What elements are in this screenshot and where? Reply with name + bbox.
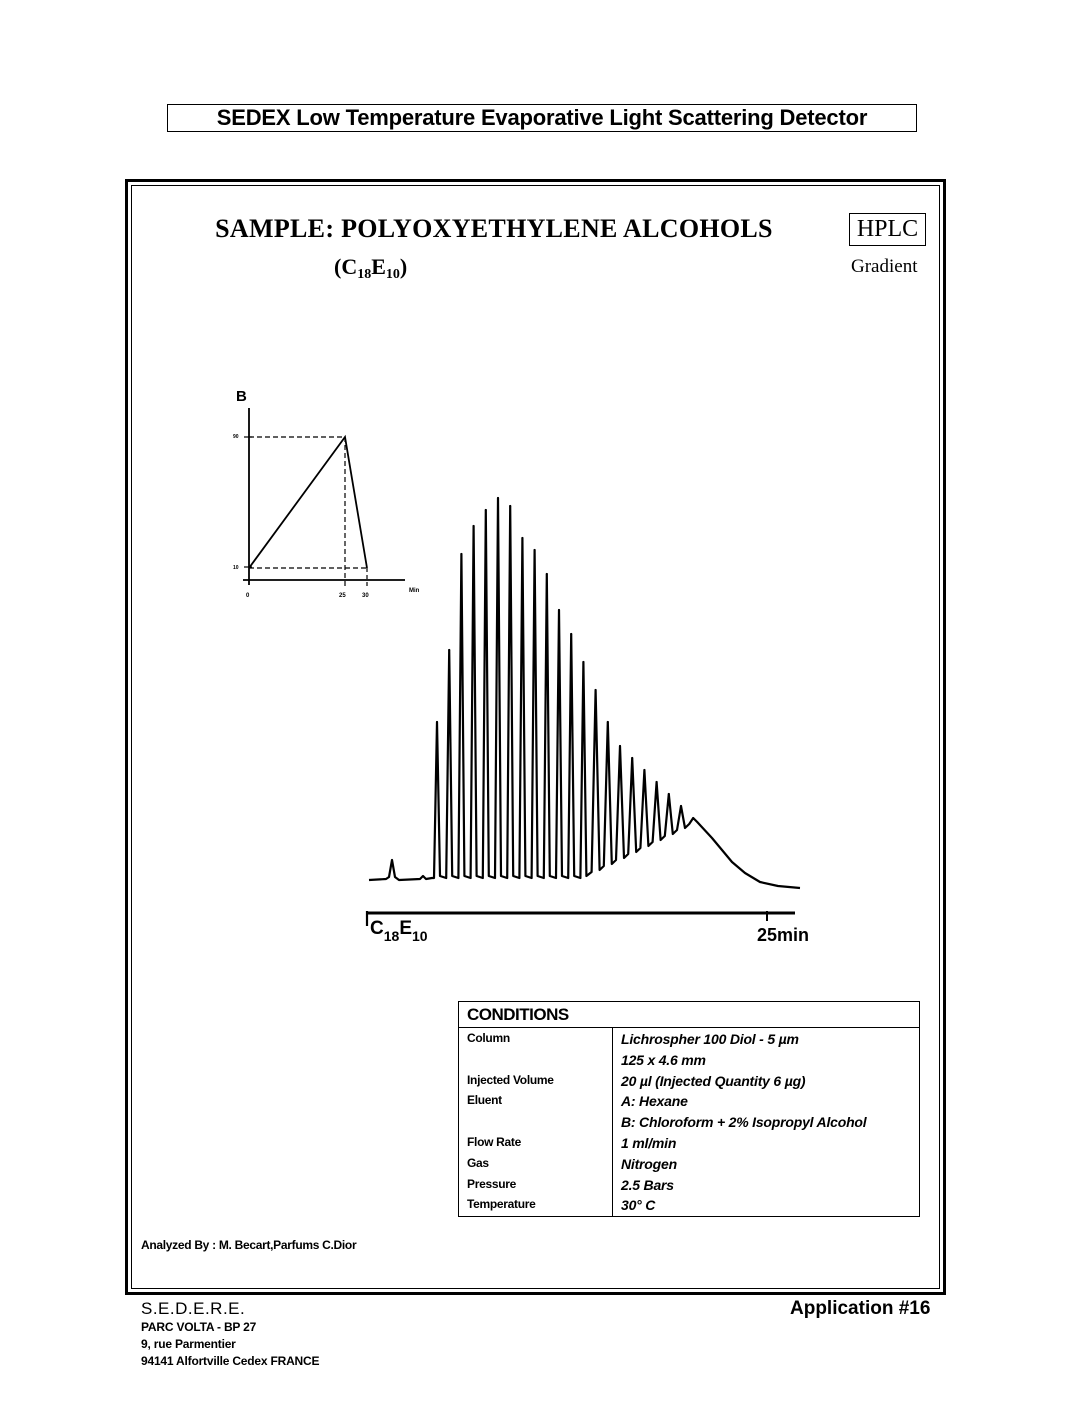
formula-open: (C <box>334 254 358 279</box>
time-axis-start-label <box>370 918 428 944</box>
cond-value-eluent-b: B: Chloroform + 2% Isopropyl Alcohol <box>621 1114 867 1130</box>
cond-value-pressure: 2.5 Bars <box>621 1177 674 1193</box>
inset-y-tick-90: 90 <box>233 434 239 440</box>
gradient-label: Gradient <box>851 256 918 277</box>
time-axis-end-label: 25min <box>757 925 810 945</box>
conditions-heading: CONDITIONS <box>459 1002 919 1028</box>
chromatogram-peak-15 <box>607 721 609 723</box>
chromatogram-peak-22 <box>692 817 694 819</box>
cond-value-column: Lichrospher 100 Diol - 5 µm <box>621 1031 799 1047</box>
address-line-1: PARC VOLTA - BP 27 <box>141 1320 257 1334</box>
cond-label-pressure: Pressure <box>467 1177 516 1191</box>
start-label-sub2: 10 <box>412 928 428 944</box>
start-label-e: E <box>399 918 412 939</box>
chromatogram-peak-18 <box>643 769 645 771</box>
conditions-table <box>458 1001 920 1217</box>
start-label-c: C <box>370 918 384 939</box>
chromatogram-peak-19 <box>656 781 658 783</box>
cond-label-eluent: Eluent <box>467 1093 502 1107</box>
sample-title: SAMPLE: POLYOXYETHYLENE ALCOHOLS <box>215 214 773 243</box>
chromatogram-peak-8 <box>521 537 523 539</box>
chromatogram-peak-20 <box>668 793 670 795</box>
formula-sub-carbon: 18 <box>357 267 372 282</box>
cond-value-column-dims: 125 x 4.6 mm <box>621 1052 706 1068</box>
inset-x-tick-25: 25 <box>339 593 346 599</box>
start-label-sub1: 18 <box>383 928 400 944</box>
chromatogram <box>366 497 809 945</box>
chromatogram-peak-4 <box>473 525 475 527</box>
inset-x-label: Min <box>409 588 420 594</box>
cond-value-temperature: 30° C <box>621 1197 656 1213</box>
address-line-2: 9, rue Parmentier <box>141 1337 236 1351</box>
chromatogram-peak-16 <box>619 745 621 747</box>
inset-x-tick-30: 30 <box>362 593 369 599</box>
gradient-profile-line <box>249 437 367 568</box>
inset-y-label: B <box>236 388 247 405</box>
chromatogram-trace <box>369 498 800 888</box>
chromatogram-peak-3 <box>460 553 462 555</box>
formula-sub-ethoxy: 10 <box>385 267 400 282</box>
inset-y-tick-10: 10 <box>233 565 239 571</box>
inset-x-tick-0: 0 <box>246 593 250 599</box>
formula-mid: E <box>371 254 386 279</box>
cond-value-gas: Nitrogen <box>621 1156 677 1172</box>
chromatogram-peak-17 <box>631 757 633 759</box>
chromatogram-peak-12 <box>570 633 572 635</box>
chromatogram-peak-9 <box>534 549 536 551</box>
cond-label-injected-volume: Injected Volume <box>467 1073 554 1087</box>
cond-value-flow-rate: 1 ml/min <box>621 1135 677 1151</box>
cond-label-flow-rate: Flow Rate <box>467 1135 521 1149</box>
formula-close: ) <box>399 254 408 279</box>
address-line-3: 94141 Alfortville Cedex FRANCE <box>141 1354 320 1368</box>
chromatogram-peak-14 <box>595 689 597 691</box>
company-name: S.E.D.E.R.E. <box>141 1299 246 1318</box>
cond-label-gas: Gas <box>467 1156 489 1170</box>
chromatogram-peak-11 <box>558 609 560 611</box>
chromatogram-peak-21 <box>680 805 682 807</box>
application-number: Application #16 <box>790 1298 931 1319</box>
chromatogram-peak-6 <box>497 497 499 499</box>
cond-value-injected-volume: 20 µl (Injected Quantity 6 µg) <box>621 1073 806 1089</box>
gradient-inset <box>233 388 420 599</box>
conditions-divider <box>612 1028 613 1217</box>
chromatogram-peak-13 <box>582 661 584 663</box>
document-header-title: SEDEX Low Temperature Evaporative Light Scattering Detector <box>167 104 917 132</box>
cond-label-column: Column <box>467 1031 510 1045</box>
cond-label-temperature: Temperature <box>467 1197 536 1211</box>
hplc-badge: HPLC <box>849 213 926 246</box>
cond-value-eluent-a: A: Hexane <box>621 1093 688 1109</box>
chromatogram-peak-1 <box>436 721 438 723</box>
chromatogram-peak-7 <box>509 505 511 507</box>
chromatogram-peak-2 <box>448 649 450 651</box>
chromatogram-peak-10 <box>546 573 548 575</box>
analyzed-by: Analyzed By : M. Becart,Parfums C.Dior <box>141 1238 357 1252</box>
chromatogram-peak-5 <box>485 509 487 511</box>
